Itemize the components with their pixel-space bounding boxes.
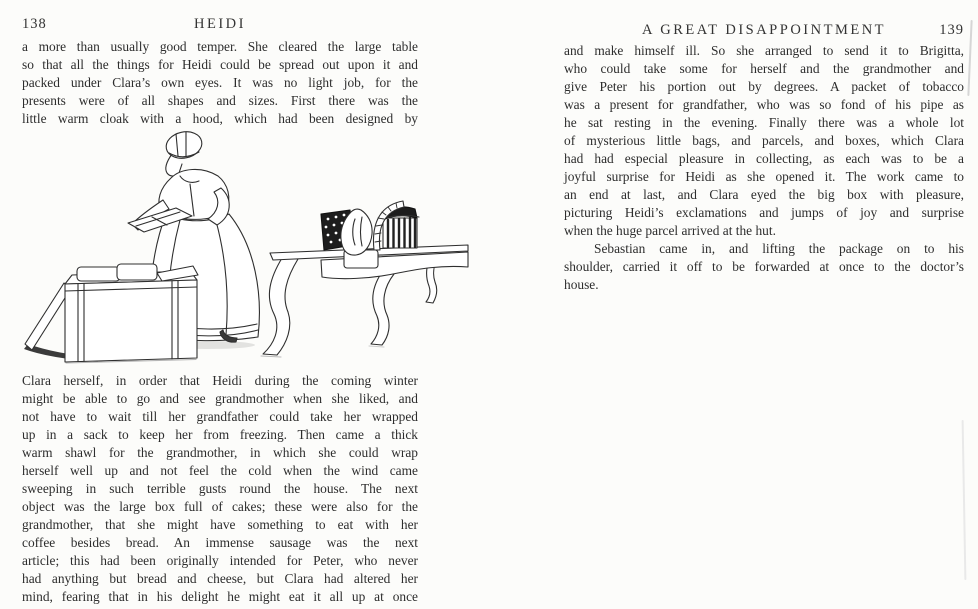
text-line: Clara herself, in order that Heidi during the coming winter <box>22 373 418 388</box>
text-line: shoulder, carried it off to be forwarded at once to the doctor’s <box>564 259 964 274</box>
text-line: little warm cloak with a hood, which had been designed by <box>22 111 418 126</box>
packing-scene-illustration <box>20 126 472 371</box>
text-line: had anything but bread and cheese, but Clara had altered her <box>22 571 418 586</box>
page-139 <box>489 0 978 609</box>
running-header-right: A GREAT DISAPPOINTMENT <box>641 22 887 38</box>
text-line: had had especial pleasure in collecting, as each was to be a <box>564 151 964 166</box>
text-line: object was the large box full of cakes; these were also for the <box>22 499 418 514</box>
text-line: herself well up and not feel the cold when the wind came <box>22 463 418 478</box>
text-line: give Peter his portion out by degrees. A packet of tobacco <box>564 79 964 94</box>
text-line: who could take some for herself and the grandmother and <box>564 61 964 76</box>
paragraph-one-right <box>564 42 964 240</box>
text-line: coffee besides bread. An immense sausage was the next <box>22 535 418 550</box>
text-line: presents were of all shapes and sizes. First there was the <box>22 93 418 108</box>
text-line: of mysterious little bags, and parcels, and boxes, which Clara <box>564 133 964 148</box>
text-line: house. <box>564 277 599 292</box>
text-line: might be able to go and see grandmother when she liked, and <box>22 391 418 406</box>
text-line: packed under Clara’s own eyes. It was no light job, for the <box>22 75 418 90</box>
text-line: joyful surprise for Heidi as she opened it. The work came to <box>564 169 964 184</box>
text-line: sweeping in such terrible gusts round the house. The next <box>22 481 418 496</box>
page-number-left: 138 <box>22 16 47 32</box>
paragraph-top-left <box>22 38 418 128</box>
text-line: so that all the things for Heidi could be spread out upon it and <box>22 57 418 72</box>
text-line: an end at last, and Clara eyed the big box with pleasure, <box>564 187 964 202</box>
text-line: a more than usually good temper. She cleared the large table <box>22 39 418 54</box>
text-line: article; this had been originally intended for Peter, who never <box>22 553 418 568</box>
packing-trunk <box>24 264 198 363</box>
paragraph-two-right <box>564 240 964 294</box>
text-line: Sebastian came in, and lifting the package on to his <box>594 241 964 256</box>
text-line: when the huge parcel arrived at the hut. <box>564 223 776 238</box>
text-line: warm shawl for the grandmother, in which she could wrap <box>22 445 418 460</box>
paragraph-bottom-left <box>22 372 418 606</box>
text-line: picturing Heidi’s exclamations and jumps of joy and surprise <box>564 205 964 220</box>
text-line: not have to wait till her grandfather could take her wrapped <box>22 409 418 424</box>
running-header-left: HEIDI <box>194 16 246 32</box>
text-line: he sat resting in the evening. Finally there was a whole lot <box>564 115 964 130</box>
text-line: was a present for grandfather, who was so fond of his pipe as <box>564 97 964 112</box>
text-line: up in a sack to keep her from freezing. Then came a thick <box>22 427 418 442</box>
page-number-right: 139 <box>939 22 964 38</box>
text-line: mind, fearing that in his delight he might eat it all up at once <box>22 589 418 604</box>
text-line: grandmother, that she might have something to eat with her <box>22 517 418 532</box>
text-line: and make himself ill. So she arranged to send it to Brigitta, <box>564 43 964 58</box>
